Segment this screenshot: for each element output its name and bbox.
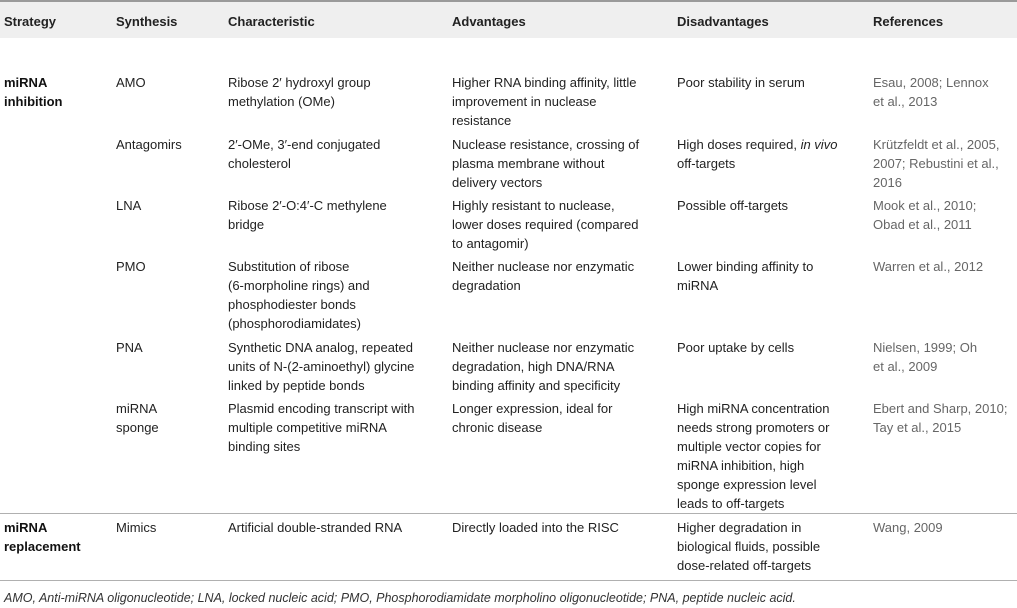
- cell-disadvantages: [677, 257, 813, 295]
- italic-run: in vivo: [800, 137, 838, 152]
- cell-advantages: [452, 257, 634, 295]
- cell-line: cholesterol: [228, 156, 291, 171]
- cell-line: miRNA inhibition, high: [677, 458, 805, 473]
- cell-disadvantages: [677, 518, 820, 575]
- cell-line: Mook et al., 2010;: [873, 198, 977, 213]
- cell-line: Mimics: [116, 520, 157, 535]
- cell-disadvantages: [677, 338, 794, 357]
- header-synthesis: Synthesis: [116, 14, 178, 29]
- cell-line: dose-related off-targets: [677, 558, 812, 573]
- cell-line: bridge: [228, 217, 265, 232]
- cell-line: miRNA: [677, 278, 719, 293]
- cell-line: Artificial double-stranded RNA: [228, 520, 403, 535]
- cell-line: needs strong promoters or: [677, 420, 830, 435]
- cell-line: Antagomirs: [116, 137, 182, 152]
- cell-line: multiple vector copies for: [677, 439, 821, 454]
- cell-line: Longer expression, ideal for: [452, 401, 613, 416]
- cell-line: units of N-(2-aminoethyl) glycine: [228, 359, 415, 374]
- section-divider: [0, 513, 1017, 514]
- cell-references: [873, 257, 983, 276]
- table-bottom-rule: [0, 580, 1017, 581]
- cell-line: Esau, 2008; Lennox: [873, 75, 989, 90]
- cell-line: Plasmid encoding transcript with: [228, 401, 415, 416]
- header-references: References: [873, 14, 944, 29]
- cell-line: sponge expression level: [677, 477, 817, 492]
- cell-disadvantages: [677, 196, 788, 215]
- strategy-line: miRNA: [4, 520, 48, 535]
- cell-line: phosphodiester bonds: [228, 297, 356, 312]
- cell-line: Warren et al., 2012: [873, 259, 984, 274]
- cell-disadvantages: [677, 135, 837, 173]
- cell-line: et al., 2009: [873, 359, 938, 374]
- cell-line: degradation: [452, 278, 521, 293]
- cell-line: Poor uptake by cells: [677, 340, 795, 355]
- cell-line: 2007; Rebustini et al.,: [873, 156, 999, 171]
- cell-line: Nuclease resistance, crossing of: [452, 137, 640, 152]
- cell-line: Highly resistant to nuclease,: [452, 198, 615, 213]
- cell-characteristic: [228, 196, 387, 234]
- cell-references: [873, 196, 976, 234]
- cell-characteristic: [228, 399, 414, 456]
- cell-line: Ribose 2′-O:4′-C methylene: [228, 198, 387, 213]
- cell-line: Poor stability in serum: [677, 75, 805, 90]
- cell-line: 2016: [873, 175, 902, 190]
- cell-line: plasma membrane without: [452, 156, 605, 171]
- cell-disadvantages: [677, 73, 805, 92]
- cell-characteristic: [228, 338, 414, 395]
- cell-advantages: [452, 399, 612, 437]
- cell-synthesis: [116, 338, 143, 357]
- cell-line: 2′-OMe, 3′-end conjugated: [228, 137, 381, 152]
- cell-line: Possible off-targets: [677, 198, 789, 213]
- cell-line: binding sites: [228, 439, 301, 454]
- cell-advantages: [452, 338, 634, 395]
- cell-characteristic: [228, 257, 370, 333]
- cell-line: Synthetic DNA analog, repeated: [228, 340, 414, 355]
- cell-line: Ebert and Sharp, 2010;: [873, 401, 1008, 416]
- cell-line: (phosphorodiamidates): [228, 316, 361, 331]
- cell-line: linked by peptide bonds: [228, 378, 365, 393]
- strategy-line: replacement: [4, 539, 81, 554]
- cell-line: Ribose 2′ hydroxyl group: [228, 75, 371, 90]
- cell-line: Higher degradation in: [677, 520, 802, 535]
- cell-line: miRNA: [116, 401, 158, 416]
- cell-line: [677, 135, 837, 154]
- cell-advantages: [452, 196, 638, 253]
- cell-line: multiple competitive miRNA: [228, 420, 387, 435]
- cell-line: resistance: [452, 113, 512, 128]
- cell-line: Tay et al., 2015: [873, 420, 962, 435]
- cell-line: biological fluids, possible: [677, 539, 821, 554]
- cell-line: (6-morpholine rings) and: [228, 278, 370, 293]
- cell-synthesis: [116, 135, 182, 154]
- cell-line: leads to off-targets: [677, 496, 785, 511]
- cell-references: [873, 399, 1007, 437]
- cell-line: AMO: [116, 75, 146, 90]
- cell-references: [873, 518, 943, 537]
- cell-line: Directly loaded into the RISC: [452, 520, 619, 535]
- table-footnote: AMO, Anti-miRNA oligonucleotide; LNA, locked nucleic acid; PMO, Phosphorodiamidate morpholino oligonucleotide; PNA, peptide nucleic acid.: [4, 591, 796, 605]
- cell-line: improvement in nuclease: [452, 94, 597, 109]
- cell-line: Substitution of ribose: [228, 259, 350, 274]
- header-characteristic: Characteristic: [228, 14, 315, 29]
- cell-synthesis: [116, 399, 159, 437]
- cell-references: [873, 338, 977, 376]
- cell-line: PMO: [116, 259, 146, 274]
- header-strategy: Strategy: [4, 14, 57, 29]
- cell-disadvantages: [677, 399, 829, 513]
- cell-line: High miRNA concentration: [677, 401, 830, 416]
- strategy-line: miRNA: [4, 75, 48, 90]
- cell-synthesis: [116, 257, 146, 276]
- cell-line: Nielsen, 1999; Oh: [873, 340, 978, 355]
- header-disadvantages: Disadvantages: [677, 14, 769, 29]
- cell-synthesis: [116, 518, 156, 537]
- cell-line: Neither nuclease nor enzymatic: [452, 340, 635, 355]
- cell-line: Krützfeldt et al., 2005,: [873, 137, 1000, 152]
- cell-line: methylation (OMe): [228, 94, 335, 109]
- cell-line: PNA: [116, 340, 143, 355]
- cell-synthesis: [116, 73, 146, 92]
- header-advantages: Advantages: [452, 14, 526, 29]
- cell-characteristic: [228, 135, 380, 173]
- cell-line: chronic disease: [452, 420, 543, 435]
- text-run: High doses required,: [677, 137, 801, 152]
- cell-synthesis: [116, 196, 141, 215]
- cell-line: Obad et al., 2011: [873, 217, 972, 232]
- strategy-replacement: [4, 518, 81, 556]
- cell-line: Neither nuclease nor enzymatic: [452, 259, 635, 274]
- cell-advantages: [452, 135, 639, 192]
- cell-characteristic: [228, 518, 402, 537]
- cell-line: et al., 2013: [873, 94, 938, 109]
- cell-line: off-targets: [677, 156, 736, 171]
- cell-line: Lower binding affinity to: [677, 259, 814, 274]
- cell-line: binding affinity and specificity: [452, 378, 621, 393]
- cell-line: degradation, high DNA/RNA: [452, 359, 615, 374]
- cell-line: Higher RNA binding affinity, little: [452, 75, 637, 90]
- cell-advantages: [452, 518, 619, 537]
- cell-line: sponge: [116, 420, 159, 435]
- cell-line: Wang, 2009: [873, 520, 943, 535]
- cell-line: to antagomir): [452, 236, 529, 251]
- cell-line: delivery vectors: [452, 175, 543, 190]
- cell-line: LNA: [116, 198, 142, 213]
- strategy-inhibition: [4, 73, 62, 111]
- strategy-line: inhibition: [4, 94, 63, 109]
- cell-advantages: [452, 73, 637, 130]
- cell-references: [873, 73, 989, 111]
- table-header-row: [0, 0, 1017, 38]
- cell-characteristic: [228, 73, 371, 111]
- cell-references: [873, 135, 999, 192]
- cell-line: lower doses required (compared: [452, 217, 639, 232]
